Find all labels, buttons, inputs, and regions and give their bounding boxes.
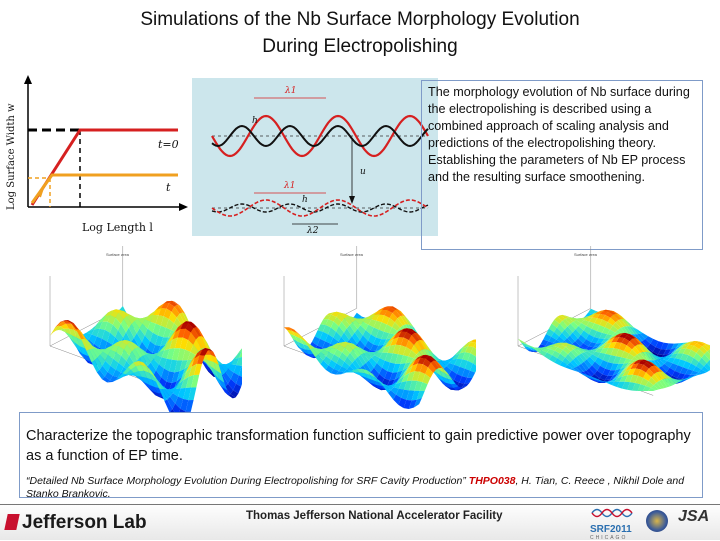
conf-name: SRF2011 bbox=[590, 525, 634, 535]
reference-code[interactable]: THPO038 bbox=[469, 475, 516, 487]
reference bbox=[26, 475, 697, 501]
surface-plot-2-title: Surface area bbox=[340, 252, 364, 257]
surface-plot-row bbox=[10, 246, 710, 412]
surface-plot-1 bbox=[10, 246, 242, 412]
surface-plot-3-surface bbox=[518, 309, 710, 391]
reference-title: “Detailed Nb Surface Morphology Evolution During Electropolishing for SRF Cavity Production” bbox=[26, 475, 466, 487]
u-label: u bbox=[360, 167, 366, 177]
facility-name: Thomas Jefferson National Accelerator Facility bbox=[246, 510, 503, 522]
dna-helix-icon bbox=[590, 506, 634, 520]
surface-plot-2 bbox=[244, 246, 476, 412]
surface-plot-1-title: Surface area bbox=[106, 252, 130, 257]
lambda1-top-label: λ1 bbox=[284, 86, 296, 96]
h-bottom-label: h bbox=[302, 195, 308, 205]
conclusion-text: Characterize the topographic transformation function sufficient to gain predictive power over topography as a function of EP time. bbox=[26, 426, 697, 466]
h-top-label: h bbox=[252, 116, 258, 126]
jsa-logo bbox=[678, 508, 709, 526]
scaling-schematic bbox=[0, 75, 200, 235]
conclusion-box bbox=[19, 412, 703, 498]
y-axis-label: Log Surface Width w bbox=[6, 103, 17, 210]
title-line-2: During Electropolishing bbox=[0, 33, 720, 60]
jefferson-lab-logo bbox=[6, 512, 147, 534]
y-axis-arrow bbox=[24, 75, 32, 84]
lambda2-label: λ2 bbox=[306, 226, 319, 236]
x-axis-label: Log Length l bbox=[82, 221, 153, 234]
wave-diagram bbox=[192, 78, 438, 236]
label-t0: t=0 bbox=[158, 138, 179, 151]
title-line-1: Simulations of the Nb Surface Morphology Evolution bbox=[0, 6, 720, 33]
conf-city: CHICAGO bbox=[590, 535, 634, 541]
curve-t0 bbox=[32, 130, 178, 205]
lambda1-mid-label: λ1 bbox=[283, 181, 295, 191]
slide-title bbox=[0, 6, 720, 60]
surface-plot-2-surface bbox=[284, 306, 476, 409]
description-box: The morphology evolution of Nb surface during the electropolishing is described using a combined approach of scaling analysis and predictions of the electropolishing theory. Establishing the parameters of Nb EP process and the resulting surface smoothening. bbox=[421, 80, 703, 250]
footer-divider bbox=[0, 504, 720, 505]
curve-t bbox=[32, 175, 178, 203]
jlab-mark-icon bbox=[4, 514, 19, 530]
surface-plot-3-title: Surface area bbox=[574, 252, 598, 257]
reference-authors: , H. Tian, C. Reece , Nikhil Dole and Stanko Brankovic. bbox=[26, 475, 684, 500]
jsa-text: JSA bbox=[678, 508, 709, 525]
lab-name: Jefferson Lab bbox=[22, 512, 147, 533]
doe-seal-icon bbox=[646, 510, 668, 532]
label-t: t bbox=[166, 181, 171, 194]
x-axis-arrow bbox=[179, 203, 188, 211]
surface-plot-3 bbox=[478, 246, 710, 412]
srf2011-logo bbox=[590, 506, 634, 538]
